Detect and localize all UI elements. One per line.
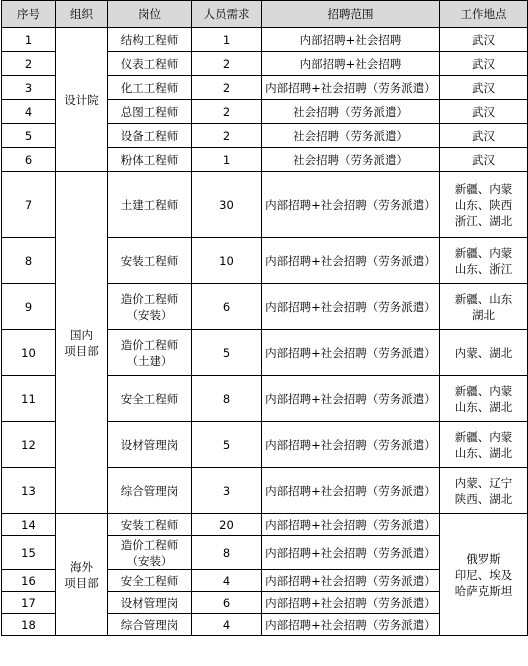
position-cell <box>108 76 192 100</box>
position-cell-line: 造价工程师 <box>120 337 179 352</box>
location-cell-line: 哈萨克斯坦 <box>454 583 513 598</box>
org-cell: 设计院 <box>56 28 108 172</box>
location-cell <box>440 28 528 52</box>
location-cell <box>440 284 528 330</box>
location-cell-line: 山东、陕西 <box>454 197 513 212</box>
row-number: 6 <box>2 148 56 172</box>
position-cell <box>108 376 192 422</box>
location-cell-line: 新疆、内蒙 <box>454 429 513 444</box>
org-cell-line: 项目部 <box>64 575 99 590</box>
row-number: 4 <box>2 100 56 124</box>
header-row <box>2 1 528 28</box>
location-cell-line: 山东、湖北 <box>454 445 513 460</box>
row-number: 2 <box>2 52 56 76</box>
count-cell: 1 <box>192 28 262 52</box>
row-number: 10 <box>2 330 56 376</box>
location-cell <box>440 330 528 376</box>
count-cell: 6 <box>192 284 262 330</box>
position-cell <box>108 284 192 330</box>
count-cell: 30 <box>192 172 262 238</box>
row-number: 9 <box>2 284 56 330</box>
position-cell <box>108 614 192 636</box>
org-cell-line: 项目部 <box>64 343 99 358</box>
scope-cell: 社会招聘（劳务派遣） <box>262 148 440 172</box>
position-cell-line: 结构工程师 <box>120 32 179 47</box>
location-cell-line: 陕西、湖北 <box>454 491 513 506</box>
header-position: 岗位 <box>108 1 192 28</box>
position-cell-line: （安装） <box>126 553 173 568</box>
recruitment-table <box>1 0 528 636</box>
location-cell-line: 山东、浙江 <box>454 261 513 276</box>
location-cell <box>440 76 528 100</box>
count-cell: 2 <box>192 124 262 148</box>
location-cell-line: 新疆、内蒙 <box>454 181 513 196</box>
row-number: 16 <box>2 570 56 592</box>
position-cell <box>108 422 192 468</box>
scope-cell: 内部招聘+社会招聘（劳务派遣） <box>262 284 440 330</box>
location-cell <box>440 52 528 76</box>
row-number: 15 <box>2 536 56 570</box>
position-cell-line: 安全工程师 <box>120 391 179 406</box>
count-cell: 5 <box>192 330 262 376</box>
row-number: 3 <box>2 76 56 100</box>
location-cell-line: 武汉 <box>472 56 495 71</box>
scope-cell: 内部招聘+社会招聘（劳务派遣） <box>262 172 440 238</box>
header-location: 工作地点 <box>440 1 528 28</box>
scope-cell: 内部招聘+社会招聘（劳务派遣） <box>262 330 440 376</box>
position-cell-line: 安装工程师 <box>120 253 179 268</box>
scope-cell: 内部招聘+社会招聘（劳务派遣） <box>262 536 440 570</box>
position-cell <box>108 148 192 172</box>
position-cell-line: 设材管理岗 <box>120 595 179 610</box>
position-cell-line: 综合管理岗 <box>120 483 179 498</box>
count-cell: 4 <box>192 614 262 636</box>
table-row <box>2 514 528 536</box>
scope-cell: 内部招聘+社会招聘（劳务派遣） <box>262 376 440 422</box>
scope-cell: 内部招聘+社会招聘（劳务派遣） <box>262 614 440 636</box>
location-cell-line: 湖北 <box>472 307 495 322</box>
scope-cell: 内部招聘+社会招聘（劳务派遣） <box>262 468 440 514</box>
scope-cell: 内部招聘+社会招聘（劳务派遣） <box>262 76 440 100</box>
location-cell-line: 印尼、埃及 <box>454 567 513 582</box>
position-cell-line: 综合管理岗 <box>120 617 179 632</box>
position-cell <box>108 330 192 376</box>
scope-cell: 内部招聘+社会招聘（劳务派遣） <box>262 514 440 536</box>
location-cell <box>440 422 528 468</box>
position-cell <box>108 238 192 284</box>
position-cell-line: 设材管理岗 <box>120 437 179 452</box>
location-cell <box>440 172 528 238</box>
row-number: 13 <box>2 468 56 514</box>
position-cell-line: 仪表工程师 <box>120 56 179 71</box>
row-number: 12 <box>2 422 56 468</box>
location-cell-line: 浙江、湖北 <box>454 213 513 228</box>
location-cell <box>440 148 528 172</box>
org-cell-line: 国内 <box>70 327 93 342</box>
org-cell <box>56 172 108 514</box>
scope-cell: 内部招聘+社会招聘（劳务派遣） <box>262 592 440 614</box>
count-cell: 20 <box>192 514 262 536</box>
position-cell-line: 安全工程师 <box>120 573 179 588</box>
position-cell-line: 土建工程师 <box>120 197 179 212</box>
position-cell-line: 总图工程师 <box>120 104 179 119</box>
position-cell <box>108 592 192 614</box>
row-number: 5 <box>2 124 56 148</box>
scope-cell: 内部招聘+社会招聘（劳务派遣） <box>262 422 440 468</box>
scope-cell: 内部招聘+社会招聘 <box>262 28 440 52</box>
header-org: 组织 <box>56 1 108 28</box>
position-cell-line: 化工工程师 <box>120 80 179 95</box>
position-cell <box>108 28 192 52</box>
org-cell-line: 海外 <box>70 559 93 574</box>
position-cell <box>108 570 192 592</box>
row-number: 11 <box>2 376 56 422</box>
position-cell <box>108 100 192 124</box>
position-cell-line: （安装） <box>126 307 173 322</box>
location-cell-line: 武汉 <box>472 32 495 47</box>
table-header <box>2 1 528 28</box>
location-cell-line: 俄罗斯 <box>466 551 501 566</box>
position-cell <box>108 52 192 76</box>
location-cell-line: 内蒙、辽宁 <box>454 475 513 490</box>
count-cell: 10 <box>192 238 262 284</box>
header-no: 序号 <box>2 1 56 28</box>
position-cell <box>108 172 192 238</box>
count-cell: 4 <box>192 570 262 592</box>
location-cell <box>440 376 528 422</box>
table-body <box>2 28 528 636</box>
location-cell-line: 武汉 <box>472 80 495 95</box>
count-cell: 5 <box>192 422 262 468</box>
row-number: 8 <box>2 238 56 284</box>
row-number: 14 <box>2 514 56 536</box>
position-cell-line: 安装工程师 <box>120 517 179 532</box>
position-cell <box>108 514 192 536</box>
location-cell-line: 新疆、内蒙 <box>454 383 513 398</box>
count-cell: 1 <box>192 148 262 172</box>
position-cell <box>108 468 192 514</box>
location-cell-line: 新疆、山东 <box>454 291 513 306</box>
scope-cell: 社会招聘（劳务派遣） <box>262 124 440 148</box>
location-cell <box>440 514 528 636</box>
location-cell <box>440 238 528 284</box>
count-cell: 2 <box>192 76 262 100</box>
count-cell: 3 <box>192 468 262 514</box>
table-row <box>2 28 528 52</box>
count-cell: 6 <box>192 592 262 614</box>
count-cell: 8 <box>192 376 262 422</box>
location-cell-line: 新疆、内蒙 <box>454 245 513 260</box>
location-cell <box>440 100 528 124</box>
header-count: 人员需求 <box>192 1 262 28</box>
scope-cell: 内部招聘+社会招聘 <box>262 52 440 76</box>
scope-cell: 社会招聘（劳务派遣） <box>262 100 440 124</box>
position-cell <box>108 124 192 148</box>
position-cell <box>108 536 192 570</box>
count-cell: 2 <box>192 52 262 76</box>
location-cell <box>440 468 528 514</box>
count-cell: 2 <box>192 100 262 124</box>
position-cell-line: 粉体工程师 <box>120 152 179 167</box>
row-number: 17 <box>2 592 56 614</box>
location-cell-line: 山东、湖北 <box>454 399 513 414</box>
count-cell: 8 <box>192 536 262 570</box>
position-cell-line: 造价工程师 <box>120 537 179 552</box>
scope-cell: 内部招聘+社会招聘（劳务派遣） <box>262 570 440 592</box>
row-number: 1 <box>2 28 56 52</box>
location-cell-line: 武汉 <box>472 104 495 119</box>
row-number: 18 <box>2 614 56 636</box>
position-cell-line: （土建） <box>126 353 173 368</box>
row-number: 7 <box>2 172 56 238</box>
position-cell-line: 设备工程师 <box>120 128 179 143</box>
position-cell-line: 造价工程师 <box>120 291 179 306</box>
location-cell-line: 武汉 <box>472 128 495 143</box>
header-scope: 招聘范围 <box>262 1 440 28</box>
location-cell-line: 内蒙、湖北 <box>454 345 513 360</box>
location-cell-line: 武汉 <box>472 152 495 167</box>
org-cell <box>56 514 108 636</box>
table-row <box>2 172 528 238</box>
scope-cell: 内部招聘+社会招聘（劳务派遣） <box>262 238 440 284</box>
location-cell <box>440 124 528 148</box>
